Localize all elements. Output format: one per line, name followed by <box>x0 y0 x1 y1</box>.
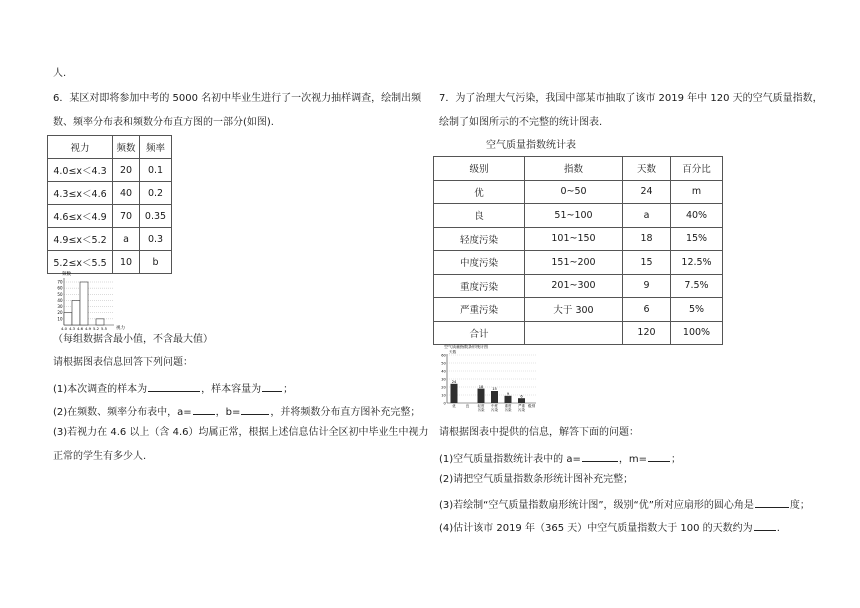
bar-chart-y-tick-label: 50 <box>441 361 446 366</box>
bar-chart-value-label: 24 <box>451 380 457 384</box>
bar-chart-value-label: 9 <box>506 392 510 396</box>
vision-frequency-table <box>47 135 172 274</box>
q6-part3-line1: (3)若视力在 4.6 以上（含 4.6）均属正常，根据上述信息估计全区初中毕业生中视力 <box>53 427 429 438</box>
table-cell: 良 <box>434 204 525 228</box>
table-header-row <box>48 136 172 159</box>
answer-blank <box>582 450 618 462</box>
histogram-bar <box>80 282 88 325</box>
grouping-note: （每组数据含最小值，不含最大值） <box>53 334 213 345</box>
bar-chart-category-label: 污染 <box>477 408 485 412</box>
table-cell: 12.5% <box>671 251 723 275</box>
table-row <box>48 182 172 205</box>
table-cell: 120 <box>623 321 671 345</box>
bar-chart-bar <box>478 389 485 403</box>
bar-chart-y-tick-label: 0 <box>443 401 446 406</box>
table-header-cell: 频率 <box>140 136 172 159</box>
table-cell: 15% <box>671 227 723 251</box>
table-cell: 0.3 <box>140 228 172 251</box>
table-cell: 0.1 <box>140 159 172 182</box>
table-row <box>48 228 172 251</box>
table-cell: 4.6≤x＜4.9 <box>48 205 113 228</box>
bar-chart-y-tick-label: 60 <box>441 353 446 358</box>
bar-chart-bar <box>505 396 512 403</box>
table-row <box>434 298 723 322</box>
table-cell: 严重污染 <box>434 298 525 322</box>
bar-chart-value-label: 18 <box>478 384 484 389</box>
table-cell: 0.2 <box>140 182 172 205</box>
table-cell: a <box>113 228 140 251</box>
bar-chart-y-tick-label: 40 <box>441 369 446 374</box>
table-cell: 10 <box>113 251 140 274</box>
table-header-cell: 视力 <box>48 136 113 159</box>
table-cell: m <box>671 180 723 204</box>
air-table-title: 空气质量指数统计表 <box>486 140 576 151</box>
q7-part4: (4)估计该市 2019 年（365 天）中空气质量指数大于 100 的天数约为 . <box>439 519 780 536</box>
histogram-bar <box>96 319 104 325</box>
table-cell: 5.2≤x＜5.5 <box>48 251 113 274</box>
table-cell: 6 <box>623 298 671 322</box>
table-row <box>434 204 723 228</box>
bar-chart-category-label: 污染 <box>504 408 512 412</box>
table-row <box>434 274 723 298</box>
q7-prompt: 请根据图表中提供的信息，解答下面的问题： <box>439 427 639 438</box>
table-cell: 优 <box>434 180 525 204</box>
table-cell: 合计 <box>434 321 525 345</box>
table-header-cell: 天数 <box>623 157 671 181</box>
bar-chart-category-label: 污染 <box>491 408 498 412</box>
answer-blank <box>241 403 269 415</box>
vision-histogram <box>52 270 132 332</box>
histogram-x-tick-label: 5.2 <box>92 326 100 331</box>
table-cell: 7.5% <box>671 274 723 298</box>
histogram-x-tick-label: 5.5 <box>100 326 108 331</box>
bar-chart-bar <box>451 384 458 403</box>
table-cell: 51~100 <box>525 204 623 228</box>
table-header-cell: 百分比 <box>671 157 723 181</box>
bar-chart-ylabel: 天数 <box>449 350 457 354</box>
histogram-y-tick-label: 60 <box>57 285 63 291</box>
table-cell: 101~150 <box>525 227 623 251</box>
answer-blank <box>148 380 200 392</box>
bar-chart-y-tick-label: 20 <box>441 385 446 390</box>
table-cell: 4.9≤x＜5.2 <box>48 228 113 251</box>
air-quality-table <box>433 156 723 345</box>
table-cell: 5% <box>671 298 723 322</box>
q6-part2: (2)在频数、频率分布表中，a= ，b= ，并将频数分布直方图补充完整； <box>53 403 420 420</box>
answer-blank <box>754 519 776 531</box>
table-header-cell: 频数 <box>113 136 140 159</box>
table-cell: 40% <box>671 204 723 228</box>
q6-part1: (1)本次调查的样本为 ，样本容量为 ； <box>53 380 293 397</box>
histogram-y-tick-label: 50 <box>57 291 63 297</box>
histogram-x-tick-label: 4.0 <box>60 326 68 331</box>
table-row <box>434 321 723 345</box>
table-cell: 轻度污染 <box>434 227 525 251</box>
q6-prompt: 请根据图表信息回答下列问题： <box>53 357 193 368</box>
table-row <box>434 180 723 204</box>
answer-blank <box>262 380 282 392</box>
bar-chart-category-label: 良 <box>465 404 470 408</box>
table-row <box>434 251 723 275</box>
histogram-y-tick-label: 10 <box>57 316 63 322</box>
histogram-x-tick-label: 4.3 <box>68 326 76 331</box>
q7-part2: (2)请把空气质量指数条形统计图补充完整； <box>439 474 634 485</box>
table-header-cell: 级别 <box>434 157 525 181</box>
histogram-x-tick-label: 4.6 <box>76 326 84 331</box>
bar-chart-xend-label: 级别 <box>528 404 536 408</box>
bar-chart-y-tick-label: 30 <box>441 377 446 382</box>
table-row <box>434 227 723 251</box>
histogram-xlabel: 视力 <box>116 326 125 331</box>
table-cell: 15 <box>623 251 671 275</box>
histogram-y-tick-label: 40 <box>57 297 63 303</box>
q7-part3: (3)若绘制“空气质量指数扇形统计图”，级别“优”所对应扇形的圆心角是 度； <box>439 496 810 513</box>
bar-chart-category-label: 污染 <box>518 408 525 412</box>
top-fragment: 人. <box>53 68 67 79</box>
table-cell: 70 <box>113 205 140 228</box>
table-cell: 151~200 <box>525 251 623 275</box>
bar-chart-category-label: 优 <box>452 404 456 408</box>
histogram-ylabel: 频数 <box>62 272 71 277</box>
table-cell: 0~50 <box>525 180 623 204</box>
bar-chart-y-tick-label: 10 <box>441 393 446 398</box>
q6-stem-line1: 6．某区对即将参加中考的 5000 名初中毕业生进行了一次视力抽样调查，绘制出频 <box>53 93 422 104</box>
bar-chart-category-label: 中度 <box>491 404 498 408</box>
bar-chart-title: 空气质量指数条形统计图 <box>444 344 488 349</box>
bar-chart-value-label: 15 <box>492 387 497 392</box>
table-cell: a <box>623 204 671 228</box>
table-cell: 18 <box>623 227 671 251</box>
table-cell: 24 <box>623 180 671 204</box>
table-cell: 4.0≤x＜4.3 <box>48 159 113 182</box>
histogram-bar <box>72 300 80 325</box>
table-cell <box>525 321 623 345</box>
table-header-cell: 指数 <box>525 157 623 181</box>
bar-chart-category-label: 轻度 <box>477 404 485 408</box>
table-row <box>48 159 172 182</box>
q7-part1: (1)空气质量指数统计表中的 a= ，m= ； <box>439 450 681 467</box>
bar-chart-bar <box>491 391 498 403</box>
histogram-x-tick-label: 4.9 <box>84 326 92 331</box>
table-header-row <box>434 157 723 181</box>
answer-blank <box>648 450 670 462</box>
table-cell: 201~300 <box>525 274 623 298</box>
table-row <box>48 205 172 228</box>
q7-stem-line1: 7．为了治理大气污染，我国中部某市抽取了该市 2019 年中 120 天的空气质量指数， <box>439 93 823 104</box>
table-cell: 0.35 <box>140 205 172 228</box>
table-cell: 20 <box>113 159 140 182</box>
table-cell: 9 <box>623 274 671 298</box>
histogram-bar <box>64 313 72 325</box>
histogram-y-tick-label: 20 <box>57 310 63 316</box>
answer-blank <box>755 496 789 508</box>
table-cell: 40 <box>113 182 140 205</box>
q6-part3-line2: 正常的学生有多少人. <box>53 451 147 462</box>
table-cell: 重度污染 <box>434 274 525 298</box>
bar-chart-value-label: 6 <box>520 394 523 399</box>
table-cell: 大于 300 <box>525 298 623 322</box>
q6-stem-line2: 数、频率分布表和频数分布直方图的一部分(如图). <box>53 117 274 128</box>
bar-chart-category-label: 重度 <box>504 404 512 408</box>
bar-chart-bar <box>518 398 525 403</box>
table-cell: 中度污染 <box>434 251 525 275</box>
bar-chart-category-label: 严重 <box>518 404 525 408</box>
table-cell: 4.3≤x＜4.6 <box>48 182 113 205</box>
air-quality-bar-chart <box>436 344 548 414</box>
table-cell: 100% <box>671 321 723 345</box>
q7-stem-line2: 绘制了如图所示的不完整的统计图表. <box>439 117 603 128</box>
histogram-y-tick-label: 30 <box>57 304 63 310</box>
answer-blank <box>193 403 215 415</box>
histogram-y-tick-label: 70 <box>57 279 63 285</box>
table-cell: b <box>140 251 172 274</box>
